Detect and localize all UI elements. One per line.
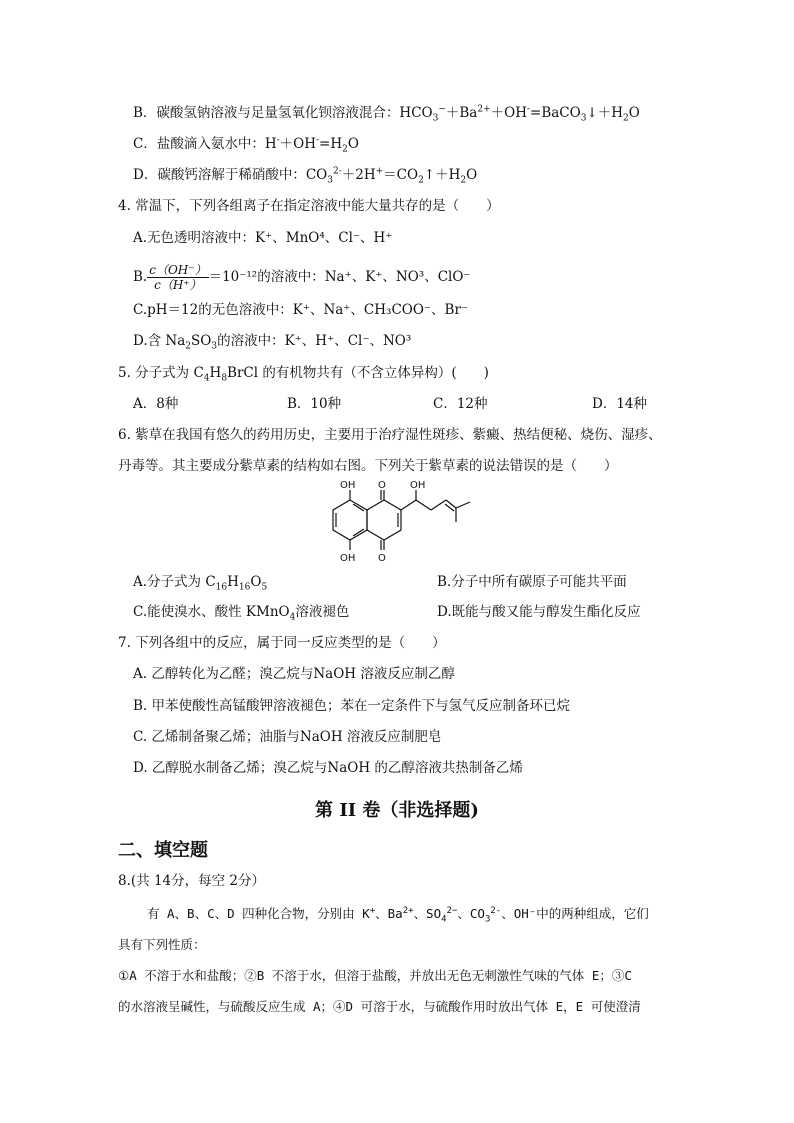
q8-line4: 的水溶液呈碱性，与硫酸反应生成 A；④D 可溶于水，与硫酸作用时放出气体 E，E 可使澄清 <box>118 999 641 1014</box>
q4-option-c: C.pH＝12的无色溶液中：K⁺、Na⁺、CH₃COO⁻、Br⁻ <box>133 302 469 318</box>
q4-option-a: A.无色透明溶液中：K⁺、MnO⁴、Cl⁻、H⁺ <box>133 230 393 246</box>
q8-line2: 具有下列性质： <box>118 937 206 952</box>
struct-oh-side: OH <box>410 480 426 491</box>
q3-option-c: C．盐酸滴入氨水中：$H^-+OH^-=H_2O$ <box>133 135 359 155</box>
benzene-ring <box>333 500 367 540</box>
q3-option-b: B．碳酸氢钠溶液与足量氢氧化钡溶液混合：$HCO_3^-+Ba^{2+}+OH^-=BaCO_3↓+H_2O$ <box>133 104 640 124</box>
q5-option-b: B．10种 <box>287 396 342 412</box>
q7-option-c: C. 乙烯制备聚乙烯；油脂与NaOH 溶液反应制肥皂 <box>133 729 442 745</box>
q4-fraction: $\frac{c(OH^-)}{c(H^+)}$ <box>149 263 207 292</box>
q6-stem-line2: 丹毒等。其主要成分紫草素的结构如右图。下列关于紫草素的说法错误的是（ ） <box>118 458 618 474</box>
q4-stem: 4. 常温下，下列各组离子在指定溶液中能大量共存的是（ ） <box>118 198 500 214</box>
q8-score: 8.(共 14分，每空 2分） <box>118 873 265 889</box>
quinone-ring <box>367 500 401 540</box>
q6-option-a: A.分子式为 $C_{16}H_{16}O_5$ <box>133 574 268 593</box>
q6-option-d: D.既能与酸又能与醇发生酯化反应 <box>437 604 641 620</box>
q6-stem-line1: 6. 紫草在我国有悠久的药用历史，主要用于治疗湿性斑疹、紫癜、热结便秘、烧伤、湿疹、 <box>118 427 662 443</box>
q7-stem: 7. 下列各组中的反应，属于同一反应类型的是（ ） <box>118 635 446 651</box>
q6-option-c: C.能使溴水、酸性 KMnO$_4$溶液褪色 <box>133 604 350 623</box>
q5-option-a: A．8种 <box>133 396 179 412</box>
part-title: 二、填空题 <box>118 840 208 861</box>
q5-option-d: D．14种 <box>592 396 648 412</box>
q4-option-d: D.含 $Na_2SO_3$的溶液中：K⁺、H⁺、Cl⁻、NO³ <box>133 333 412 352</box>
struct-o-bottom: O <box>378 553 386 564</box>
struct-oh-bottom: OH <box>340 553 356 564</box>
q7-option-a: A. 乙醇转化为乙醛；溴乙烷与NaOH 溶液反应制乙醇 <box>133 666 455 682</box>
q3-option-d: D．碳酸钙溶解于稀硝酸中：$CO_3^{2-}+2H^+=CO_2↑+H_2O$ <box>133 166 478 186</box>
q5-option-c: C．12种 <box>433 396 488 412</box>
shikonin-structure <box>320 478 480 568</box>
q6-option-b: B.分子中所有碳原子可能共平面 <box>437 574 627 590</box>
struct-oh-top: OH <box>340 480 356 491</box>
section-title: 第 II 卷（非选择题) <box>315 800 479 821</box>
q8-line1: 有 A、B、C、D 四种化合物，分别由 K+、$Ba^{2+}$、$SO_4^{2-}$、$CO_3^{2-}$、OH⁻中的两种组成，它们 <box>147 905 649 925</box>
q8-line3: ①A 不溶于水和盐酸；②B 不溶于水，但溶于盐酸，并放出无色无刺激性气味的气体 E；③C <box>118 968 632 983</box>
struct-o-top: O <box>378 480 386 491</box>
q7-option-b: B. 甲苯使酸性高锰酸钾溶液褪色；苯在一定条件下与氢气反应制备环已烷 <box>133 698 571 714</box>
q7-option-d: D. 乙醇脱水制备乙烯；溴乙烷与NaOH 的乙醇溶液共热制备乙烯 <box>133 760 523 776</box>
q5-stem: 5. 分子式为 $C_4H_8BrCl$ 的有机物共有（不含立体异构）( ) <box>118 365 489 384</box>
q4-option-b: B. $\frac{c(OH^-)}{c(H^+)}$ ＝10⁻¹²的溶液中：Na⁺、K⁺、NO³、ClO⁻ <box>133 263 471 292</box>
